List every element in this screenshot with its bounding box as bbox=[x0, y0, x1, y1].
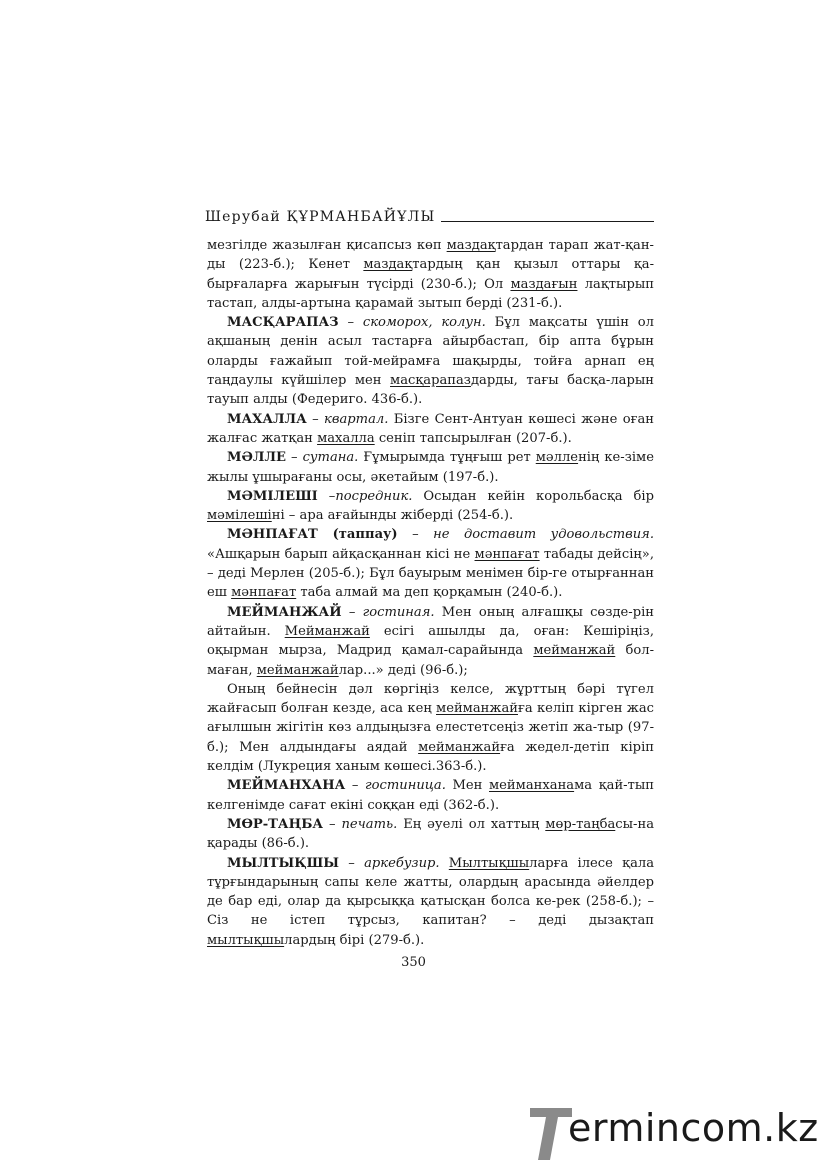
termincom-logo[interactable] bbox=[528, 1102, 818, 1162]
headword: МАХАЛЛА bbox=[227, 411, 307, 427]
header-rule bbox=[441, 221, 654, 222]
usage-highlight: мәлле bbox=[535, 450, 579, 466]
text-run: – bbox=[339, 855, 365, 871]
usage-highlight: мәмілеші bbox=[207, 508, 272, 524]
entry-paragraph bbox=[207, 680, 654, 776]
text-run: табады дейсің», – деді Мерлен (205-б.); Бұл бауырым менімен бір-ге отырғаннан еш bbox=[207, 546, 654, 601]
headword: МӘНПАҒАТ (таппау) bbox=[227, 527, 398, 543]
dictionary-entries bbox=[207, 236, 654, 950]
usage-highlight: мылтықшы bbox=[207, 932, 285, 948]
translation: сутана. bbox=[302, 450, 359, 466]
translation: квартал. bbox=[324, 411, 389, 427]
text-run: сы-на қарады (86-б.). bbox=[207, 816, 655, 852]
text-run: Мен оның алғашқы сөзде-рін айтайын. bbox=[207, 604, 654, 639]
usage-highlight: мөр-таңба bbox=[545, 816, 616, 832]
text-run: Оның бейнесін дәл көргіңіз келсе, жұрттың бәрі түгел жайғасып болған кезде, аса кең bbox=[207, 681, 654, 717]
text-run: ға жедел-детіп кіріп келдім (Лукреция ханым көшесі.363-б.). bbox=[207, 739, 654, 775]
text-run: Мен bbox=[445, 778, 489, 794]
usage-highlight: мейманжай bbox=[533, 643, 616, 659]
text-run: нің ке-зіме жылы ұшырағаны осы, әкетайым (197-б.). bbox=[207, 450, 654, 485]
translation: посредник. bbox=[335, 488, 413, 504]
text-run: бол-маған, bbox=[207, 643, 655, 678]
text-run: лардың бірі (279-б.). bbox=[284, 932, 425, 948]
entry-paragraph bbox=[207, 815, 654, 854]
usage-highlight: маздақ bbox=[363, 257, 413, 273]
text-run: – bbox=[323, 816, 342, 832]
entry-paragraph bbox=[207, 603, 654, 680]
page-number: 350 bbox=[401, 955, 426, 970]
text-run: – bbox=[397, 527, 434, 543]
headword: МЫЛТЫҚШЫ bbox=[227, 855, 340, 871]
usage-highlight: маздақ bbox=[446, 238, 496, 253]
text-run: мезгілде жазылған қисапсыз көп bbox=[207, 238, 447, 253]
usage-highlight: Мейманжай bbox=[284, 623, 370, 639]
translation: скоморох, колун. bbox=[362, 315, 486, 331]
translation: гостиница. bbox=[365, 778, 446, 794]
translation: гостиная. bbox=[362, 604, 435, 620]
text-run: ма қай-тып келгенімде сағат екіні соққан еді (362-б.). bbox=[207, 778, 654, 813]
usage-highlight: Мылтықшы bbox=[448, 855, 530, 871]
translation: не доставит удовольствия. bbox=[433, 527, 655, 543]
usage-highlight: маздағын bbox=[510, 276, 578, 292]
text-run: Бізге Сент-Антуан көшесі және оған жалғас жатқан bbox=[207, 411, 654, 446]
usage-highlight: махалла bbox=[317, 430, 375, 446]
text-run: – bbox=[341, 604, 363, 620]
usage-highlight: масқарапаз bbox=[390, 373, 471, 389]
headword: МАСҚАРАПАЗ bbox=[227, 315, 339, 331]
usage-highlight: мейманжай bbox=[436, 701, 518, 717]
author-name: Шерубай ҚҰРМАНБАЙҰЛЫ bbox=[205, 209, 436, 225]
text-run: лақтырып тастап, алды-артына қарамай зытып берді (231-б.). bbox=[207, 276, 654, 311]
entry-paragraph bbox=[207, 236, 654, 313]
text-run: таба алмай ма деп қорқамын (240-б.). bbox=[296, 585, 563, 601]
entry-paragraph bbox=[207, 410, 654, 449]
logo-text: ermincom.kz bbox=[568, 1106, 819, 1150]
headword: МЕЙМАНХАНА bbox=[227, 778, 346, 794]
usage-highlight: мейманхана bbox=[489, 778, 575, 794]
translation: печать. bbox=[341, 816, 398, 832]
usage-highlight: мәнпағат bbox=[474, 546, 540, 562]
text-run: – bbox=[286, 450, 303, 466]
text-run: лар...» деді (96-б.); bbox=[338, 662, 468, 678]
running-header bbox=[205, 209, 654, 225]
text-run: – bbox=[306, 411, 325, 427]
entry-paragraph bbox=[207, 487, 654, 526]
entry-paragraph bbox=[207, 854, 654, 950]
text-run: – bbox=[345, 778, 366, 794]
text-run: – bbox=[338, 315, 363, 331]
text-run: сеніп тапсырылған (207-б.). bbox=[374, 430, 572, 446]
headword: МӨР-ТАҢБА bbox=[227, 816, 324, 832]
entry-paragraph bbox=[207, 776, 654, 815]
entry-paragraph bbox=[207, 448, 654, 487]
text-run bbox=[440, 856, 449, 871]
text-run: Осыдан кейін корольбасқа бір bbox=[412, 488, 654, 504]
text-run: Ғұмырымда тұңғыш рет bbox=[358, 450, 536, 466]
usage-highlight: мейманжай bbox=[418, 739, 501, 755]
usage-highlight: мәнпағат bbox=[231, 585, 297, 601]
headword: МӘЛЛЕ bbox=[227, 450, 287, 466]
text-run: ға келіп кірген жас ағылшын жігітін көз алдыңызға елестетсеңіз жетіп жа-тыр (97-б.); Мен алдындағы аядай bbox=[207, 701, 654, 755]
text-run: есігі ашылды да, оған: Кешіріңіз, оқырман мырза, Мадрид қамал-сарайында bbox=[207, 623, 654, 659]
translation: аркебузир. bbox=[364, 855, 440, 871]
headword: МӘМІЛЕШІ bbox=[227, 488, 318, 504]
headword: МЕЙМАНЖАЙ bbox=[227, 604, 342, 620]
entry-paragraph bbox=[207, 525, 654, 602]
text-run: тардың қан қызыл оттары қа-бырғаларға жарығын түсірді (230-б.); Ол bbox=[207, 257, 654, 292]
text-run: тардан тарап жат-қан-ды (223-б.); Кенет bbox=[207, 238, 654, 273]
text-run: «Ашқарын барып айқасқаннан кісі не bbox=[207, 546, 475, 562]
text-run: ні – ара ағайынды жіберді (254-б.). bbox=[271, 508, 514, 524]
entry-paragraph bbox=[207, 313, 654, 409]
text-run: – bbox=[317, 488, 336, 504]
text-run: ларға ілесе қала тұрғындарының сапы келе жатты, олардың арасында әйелдер де бар еді, олар да қырсыққа қатысқан болса ке-рек (258-б.); – Сіз не істеп тұрсыз, капитан? – деді дызақтап bbox=[207, 855, 654, 929]
text-run: Бұл мақсаты үшін ол ақшаның денін асыл тастарға айырбастап, бір апта бұрын оларды ғажайып той-мейрамға шақырды, тойға арнап ең таңдаулы күйшілер мен bbox=[207, 315, 654, 389]
usage-highlight: мейманжай bbox=[256, 662, 339, 678]
text-run: дарды, тағы басқа-ларын тауып алды (Федериго. 436-б.). bbox=[207, 373, 654, 408]
text-run: Ең әуелі ол хаттың bbox=[397, 816, 546, 832]
